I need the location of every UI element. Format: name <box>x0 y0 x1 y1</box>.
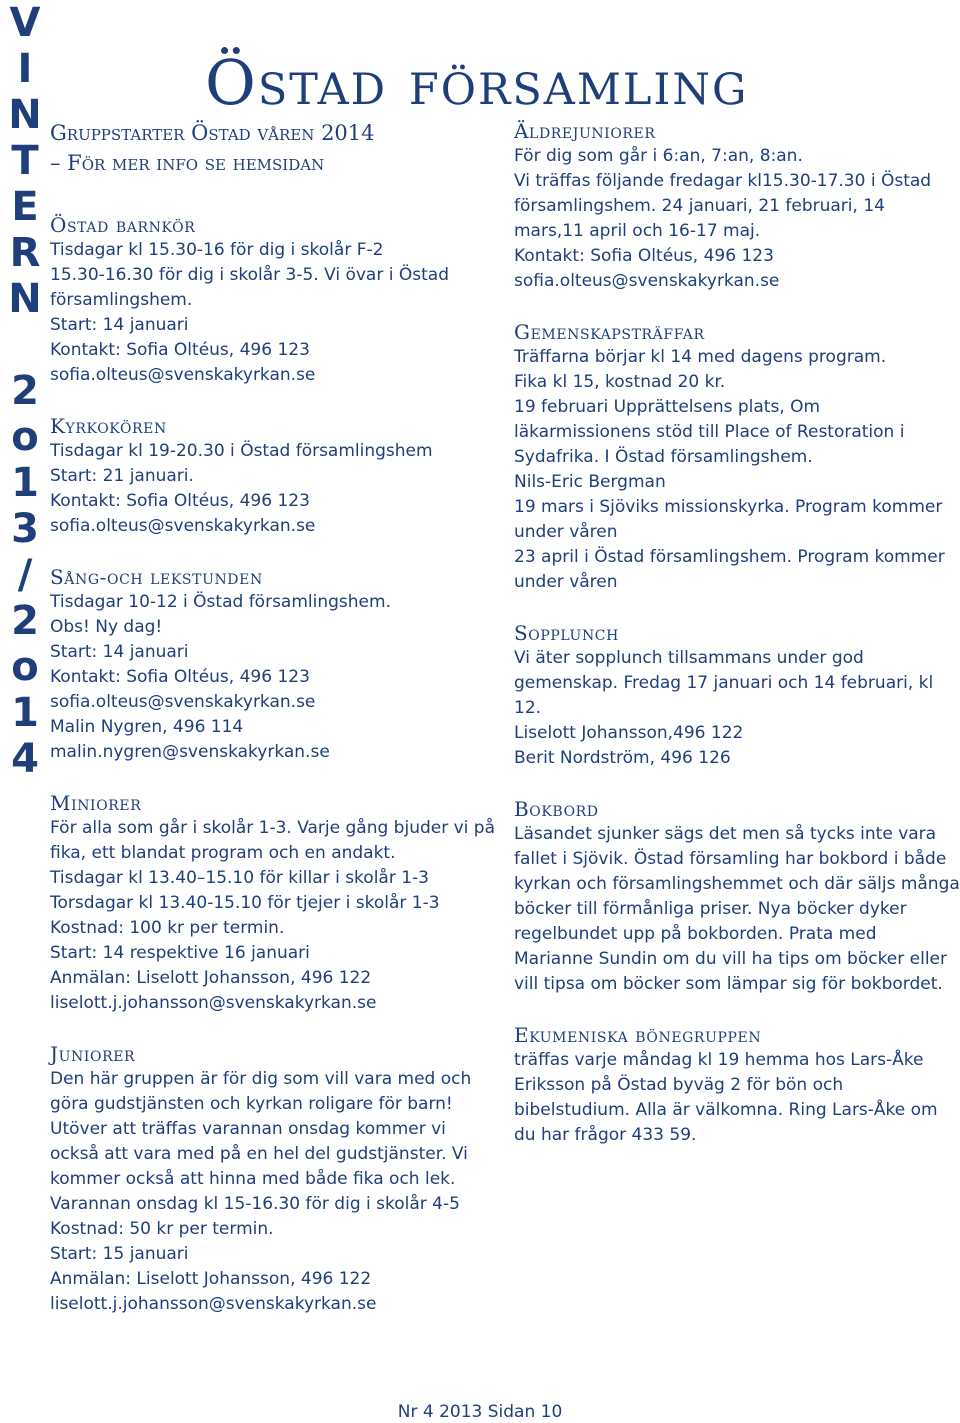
section-heading: Östad barnkör <box>50 213 196 237</box>
section-line: Start: 14 januari <box>50 642 189 662</box>
email-text: sofia.olteus@svenskakyrkan.se <box>50 692 316 712</box>
section-line: Start: 14 januari <box>50 315 189 335</box>
email-text: sofia.olteus@svenskakyrkan.se <box>514 271 780 291</box>
section-line: Tisdagar kl 15.30-16 för dig i skolår F-2 <box>50 240 384 260</box>
email-text: malin.nygren@svenskakyrkan.se <box>50 742 330 762</box>
section-line: Liselott Johansson,496 122 <box>514 723 744 743</box>
email-text: liselott.j.johansson@svenskakyrkan.se <box>50 993 377 1013</box>
vertical-letter: 1 <box>11 460 39 506</box>
vertical-banner-text <box>2 0 48 782</box>
vertical-letter: 1 <box>11 690 39 736</box>
section-heading: Bokbord <box>514 797 599 821</box>
vertical-letter: 2 <box>11 598 39 644</box>
section <box>514 319 960 595</box>
section-line: Tisdagar kl 19-20.30 i Östad församlingshem <box>50 441 433 461</box>
email-text: liselott.j.johansson@svenskakyrkan.se <box>50 1294 377 1314</box>
vertical-letter: o <box>11 644 39 690</box>
section-line: Malin Nygren, 496 114 <box>50 717 244 737</box>
vertical-gap <box>2 322 48 368</box>
section-line: Vi äter sopplunch tillsammans under god gemenskap. Fredag 17 januari och 14 februari, kl 12. <box>514 648 934 718</box>
section <box>514 118 960 294</box>
section-line: 19 mars i Sjöviks missionskyrka. Program kommer under våren <box>514 497 943 542</box>
page-title: Östad församling <box>205 46 749 119</box>
section-line: 15.30-16.30 för dig i skolår 3-5. Vi övar i Östad församlingshem. <box>50 265 449 310</box>
section-line: Nils-Eric Bergman <box>514 472 666 492</box>
section-line: Kostnad: 100 kr per termin. <box>50 918 285 938</box>
section-heading: Sopplunch <box>514 621 619 645</box>
section-line: Start: 21 januari. <box>50 466 194 486</box>
section <box>514 620 960 771</box>
right-column <box>514 118 960 1173</box>
section <box>50 413 500 539</box>
vertical-letter: T <box>11 138 39 184</box>
section-line: Anmälan: Liselott Johansson, 496 122 <box>50 1269 372 1289</box>
email-text: sofia.olteus@svenskakyrkan.se <box>50 365 316 385</box>
left-column <box>50 212 500 1342</box>
section <box>50 790 500 1016</box>
vertical-letter: V <box>9 0 41 46</box>
section <box>50 564 500 765</box>
section-line: Kontakt: Sofia Oltéus, 496 123 <box>50 667 310 687</box>
vertical-letter: N <box>8 276 42 322</box>
section-heading: Juniorer <box>50 1042 136 1066</box>
section-line: 19 februari Upprättelsens plats, Om läkarmissionens stöd till Place of Restoration i Sydafrika. I Östad församlingshem. <box>514 397 905 467</box>
section-heading: Miniorer <box>50 791 142 815</box>
section-heading: Sång-och lekstunden <box>50 565 263 589</box>
section-line: Kontakt: Sofia Oltéus, 496 123 <box>50 340 310 360</box>
section-line: Tisdagar kl 13.40–15.10 för killar i skolår 1-3 <box>50 868 429 888</box>
section-line: För dig som går i 6:an, 7:an, 8:an. <box>514 146 803 166</box>
vertical-letter: E <box>11 184 39 230</box>
section <box>50 1041 500 1317</box>
page-footer: Nr 4 2013 Sidan 10 <box>397 1402 563 1422</box>
section-line: 23 april i Östad församlingshem. Program kommer under våren <box>514 547 945 592</box>
section-line: Start: 15 januari <box>50 1244 189 1264</box>
section <box>514 796 960 997</box>
section-line: Kontakt: Sofia Oltéus, 496 123 <box>50 491 310 511</box>
section <box>514 1022 960 1148</box>
section-heading: Ekumeniska bönegruppen <box>514 1023 762 1047</box>
section-line: Läsandet sjunker sägs det men så tycks inte vara fallet i Sjövik. Östad församling har bokbord i både kyrkan och församlingshemmet och där säljs många böcker till förmånliga priser. Nya böcker dyker regelbundet upp på bokborden. Prata med Marianne Sundin om du vill ha tips om böcker eller vill tipsa om böcker som lämpar sig för bokbordet. <box>514 824 960 994</box>
section-line: Torsdagar kl 13.40-15.10 för tjejer i skolår 1-3 <box>50 893 440 913</box>
vertical-letter: R <box>9 230 41 276</box>
section-line: Vi träffas följande fredagar kl15.30-17.30 i Östad församlingshem. 24 januari, 21 februari, 14 mars,11 april och 16-17 maj. <box>514 171 932 241</box>
section-line: Varannan onsdag kl 15-16.30 för dig i skolår 4-5 <box>50 1194 460 1214</box>
section-line: Träffarna börjar kl 14 med dagens program. <box>514 347 887 367</box>
section-heading: Äldrejuniorer <box>514 119 656 143</box>
section-line: Start: 14 respektive 16 januari <box>50 943 310 963</box>
section-line: Obs! Ny dag! <box>50 617 163 637</box>
section-line: Den här gruppen är för dig som vill vara med och göra gudstjänsten och kyrkan roligare för barn! Utöver att träffas varannan onsdag kommer vi också att vara med på en hel del gudstjänster. Vi kommer också att hinna med både fika och lek. <box>50 1069 472 1189</box>
subheading <box>50 118 375 178</box>
vertical-letter: o <box>11 414 39 460</box>
subheading-line-2: – För mer info se hemsidan <box>50 151 325 175</box>
vertical-letter: / <box>17 552 33 598</box>
section-line: Kostnad: 50 kr per termin. <box>50 1219 274 1239</box>
vertical-letter: 2 <box>11 368 39 414</box>
section <box>50 212 500 388</box>
email-text: sofia.olteus@svenskakyrkan.se <box>50 516 316 536</box>
section-line: För alla som går i skolår 1-3. Varje gång bjuder vi på fika, ett blandat program och en andakt. <box>50 818 496 863</box>
vertical-letter: 4 <box>11 736 39 782</box>
section-line: Fika kl 15, kostnad 20 kr. <box>514 372 726 392</box>
vertical-letter: N <box>8 92 42 138</box>
section-line: Anmälan: Liselott Johansson, 496 122 <box>50 968 372 988</box>
section-line: träffas varje måndag kl 19 hemma hos Lars-Åke Eriksson på Östad byväg 2 för bön och bibelstudium. Alla är välkomna. Ring Lars-Åke om du har frågor 433 59. <box>514 1050 938 1145</box>
section-line: Kontakt: Sofia Oltéus, 496 123 <box>514 246 774 266</box>
vertical-letter: I <box>17 46 33 92</box>
section-heading: Kyrkokören <box>50 414 167 438</box>
section-heading: Gemenskapsträffar <box>514 320 705 344</box>
subheading-line-1: Gruppstarter Östad våren 2014 <box>50 121 375 145</box>
section-line: Berit Nordström, 496 126 <box>514 748 731 768</box>
vertical-letter: 3 <box>11 506 39 552</box>
section-line: Tisdagar 10-12 i Östad församlingshem. <box>50 592 391 612</box>
